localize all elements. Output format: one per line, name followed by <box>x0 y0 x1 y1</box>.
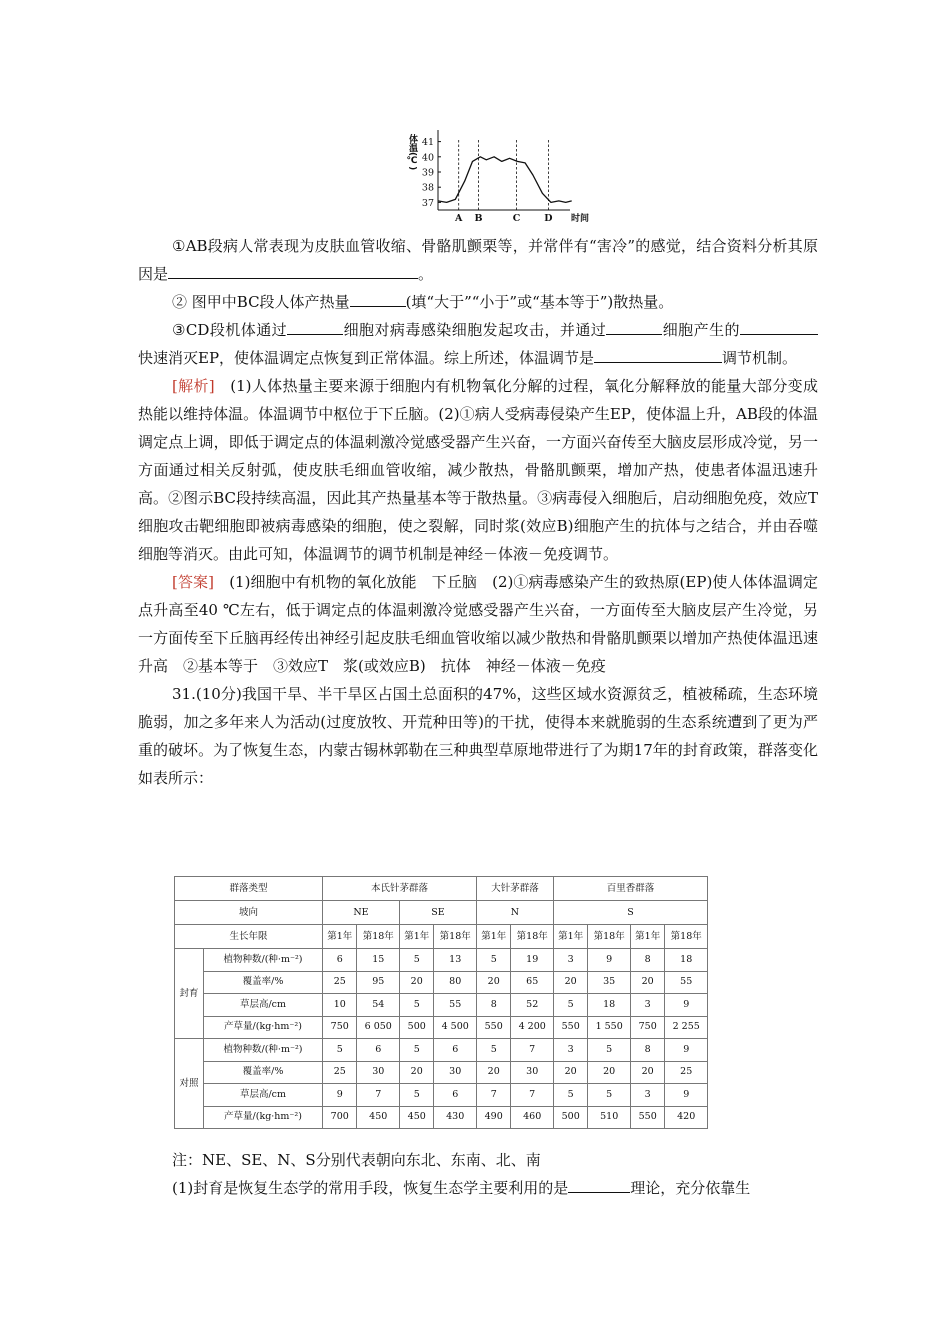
table-cell: 8 <box>630 949 664 972</box>
table-cell: 19 <box>511 949 554 972</box>
table-cell: 9 <box>665 1084 708 1107</box>
table-cell: 5 <box>399 949 433 972</box>
table-cell: 750 <box>630 1016 664 1039</box>
x-tick-label: D <box>544 213 553 224</box>
table-cell: 20 <box>476 971 510 994</box>
y-tick-label: 39 <box>421 167 434 179</box>
row-label: 覆盖率/% <box>204 971 323 994</box>
community-header: 本氏针茅群落 <box>323 877 477 901</box>
table-cell: 25 <box>665 1061 708 1084</box>
table-cell: 750 <box>323 1016 357 1039</box>
analysis-text: (1)人体热量主要来源于细胞内有机物氧化分解的过程，氧化分解释放的能量大部分变成热能以维持体温。体温调节中枢位于下丘脑。(2)①病人受病毒侵染产生EP，使体温上升，AB段的体温调定点上调，即低于调定点的体温刺激冷觉感受器产生兴奋，一方面兴奋传至大脑皮层形成冷觉，另一方面通过相关反射弧，使皮肤毛细血管收缩，减少散热，骨骼肌颤栗，增加产热，使患者体温迅速升高。②图示BC段持续高温，因此其产热量基本等于散热量。③病毒侵入细胞后，启动细胞免疫，效应T细胞攻击靶细胞即被病毒感染的细胞，使之裂解，同时浆(效应B)细胞产生的抗体与之结合，并由吞噬细胞等消灭。由此可知，体温调节的调节机制是神经－体液－免疫调节。 <box>138 377 818 563</box>
header-cell: 群落类型 <box>175 877 323 901</box>
header-row-community <box>175 877 708 901</box>
year-header: 第1年 <box>476 925 510 949</box>
table-cell: 5 <box>588 1039 631 1062</box>
table-cell: 6 <box>323 949 357 972</box>
table-cell: 500 <box>399 1016 433 1039</box>
table-cell: 490 <box>476 1106 510 1129</box>
table-cell: 80 <box>434 971 477 994</box>
temperature-series-line <box>438 157 572 203</box>
y-tick-label: 40 <box>421 152 434 164</box>
question-31 <box>138 680 818 792</box>
table-cell: 700 <box>323 1106 357 1129</box>
answer-blank <box>740 316 818 335</box>
question-31-1-text: (1)封育是恢复生态学的常用手段，恢复生态学主要利用的是 <box>172 1179 569 1197</box>
slope-header: SE <box>399 901 476 925</box>
table-cell: 20 <box>630 971 664 994</box>
community-header: 大针茅群落 <box>476 877 553 901</box>
answer <box>138 568 818 680</box>
answer-text: (1)细胞中有机物的氧化放能 下丘脑 (2)①病毒感染产生的致热原(EP)使人体体温调定点升高至40 ℃左右，低于调定点的体温刺激冷觉感受器产生兴奋，一方面传至大脑皮层产生冷觉，另一方面传至下丘脑再经传出神经引起皮肤毛细血管收缩以减少散热和骨骼肌颤栗以增加产热使体温迅速升高 ②基本等于 ③效应T 浆(或效应B) 抗体 神经－体液－免疫 <box>138 573 818 675</box>
table-cell: 13 <box>434 949 477 972</box>
year-header: 第18年 <box>665 925 708 949</box>
question-31-1-end: 理论，充分依靠生 <box>630 1179 751 1197</box>
community-table <box>174 876 708 1129</box>
answer-blank <box>606 316 662 335</box>
table-cell: 30 <box>511 1061 554 1084</box>
table-cell: 25 <box>323 971 357 994</box>
row-label: 草层高/cm <box>204 994 323 1017</box>
table-cell: 15 <box>357 949 400 972</box>
year-header: 第1年 <box>553 925 587 949</box>
header-row-years <box>175 925 708 949</box>
table-cell: 5 <box>553 994 587 1017</box>
table-cell: 20 <box>588 1061 631 1084</box>
answer-blank <box>168 260 418 279</box>
table-cell: 4 500 <box>434 1016 477 1039</box>
tail-block <box>138 1146 818 1202</box>
table-cell: 5 <box>399 1039 433 1062</box>
table-cell: 6 050 <box>357 1016 400 1039</box>
community-header: 百里香群落 <box>553 877 707 901</box>
question-3 <box>138 316 818 372</box>
table-cell: 420 <box>665 1106 708 1129</box>
x-tick-label: B <box>474 213 483 224</box>
question-3-end: 调节机制。 <box>722 349 798 367</box>
analysis <box>138 372 818 568</box>
row-label: 覆盖率/% <box>204 1061 323 1084</box>
table-cell: 7 <box>476 1084 510 1107</box>
table-cell: 18 <box>588 994 631 1017</box>
table-cell: 5 <box>553 1084 587 1107</box>
header-row-slope <box>175 901 708 925</box>
table-row <box>175 1084 708 1107</box>
table-cell: 65 <box>511 971 554 994</box>
table-cell: 25 <box>323 1061 357 1084</box>
table-cell: 55 <box>434 994 477 1017</box>
table-cell: 2 255 <box>665 1016 708 1039</box>
table-row <box>175 971 708 994</box>
row-label: 草层高/cm <box>204 1084 323 1107</box>
question-1 <box>138 232 818 288</box>
table-cell: 1 550 <box>588 1016 631 1039</box>
table-cell: 95 <box>357 971 400 994</box>
community-table-wrap <box>174 876 708 1129</box>
table-cell: 510 <box>588 1106 631 1129</box>
table-row <box>175 1016 708 1039</box>
y-tick-label: 41 <box>421 137 434 149</box>
table-cell: 8 <box>476 994 510 1017</box>
row-label: 植物种数/(种·m⁻²) <box>204 949 323 972</box>
table-cell: 35 <box>588 971 631 994</box>
table-row <box>175 1106 708 1129</box>
slope-header: S <box>553 901 707 925</box>
table-cell: 430 <box>434 1106 477 1129</box>
question-31-1 <box>138 1174 818 1202</box>
table-cell: 18 <box>665 949 708 972</box>
table-cell: 7 <box>357 1084 400 1107</box>
table-cell: 5 <box>476 949 510 972</box>
table-cell: 6 <box>434 1084 477 1107</box>
table-cell: 54 <box>357 994 400 1017</box>
answer-blank <box>594 344 722 363</box>
answer-blank <box>287 316 343 335</box>
table-cell: 20 <box>399 971 433 994</box>
y-tick-label: 38 <box>421 182 434 194</box>
question-3-text-d: 快速消灭EP，使体温调定点恢复到正常体温。综上所述，体温调节是 <box>138 349 595 367</box>
table-cell: 3 <box>553 1039 587 1062</box>
table-cell: 20 <box>399 1061 433 1084</box>
answer-blank <box>350 288 406 307</box>
group-label: 封育 <box>175 949 204 1039</box>
table-cell: 450 <box>357 1106 400 1129</box>
header-cell: 坡向 <box>175 901 323 925</box>
question-31-text: 31.(10分)我国干旱、半干旱区占国土总面积的47%，这些区域水资源贫乏，植被稀疏，生态环境脆弱，加之多年来人为活动(过度放牧、开荒种田等)的干扰，使得本来就脆弱的生态系统遭到了更为严重的破坏。为了恢复生态，内蒙古锡林郭勒在三种典型草原地带进行了为期17年的封育政策，群落变化如表所示： <box>138 685 818 787</box>
table-row <box>175 1061 708 1084</box>
row-label: 产草量/(kg·hm⁻²) <box>204 1016 323 1039</box>
year-header: 第18年 <box>357 925 400 949</box>
table-cell: 30 <box>357 1061 400 1084</box>
table-cell: 3 <box>630 1084 664 1107</box>
table-cell: 5 <box>588 1084 631 1107</box>
question-1-text: ①AB段病人常表现为皮肤血管收缩、骨骼肌颤栗等，并常伴有“害冷”的感觉，结合资料分析其原因是 <box>138 237 818 283</box>
table-row <box>175 994 708 1017</box>
header-cell: 生长年限 <box>175 925 323 949</box>
table-cell: 9 <box>665 994 708 1017</box>
table-row <box>175 1039 708 1062</box>
question-3-text-b: 细胞对病毒感染细胞发起攻击，并通过 <box>343 321 607 339</box>
table-cell: 52 <box>511 994 554 1017</box>
table-cell: 20 <box>553 1061 587 1084</box>
x-tick-label: A <box>455 213 463 224</box>
question-block <box>138 232 818 792</box>
table-cell: 550 <box>476 1016 510 1039</box>
table-note: 注：NE、SE、N、S分别代表朝向东北、东南、北、南 <box>172 1151 541 1169</box>
table-cell: 9 <box>323 1084 357 1107</box>
year-header: 第18年 <box>588 925 631 949</box>
chart-svg <box>398 120 598 232</box>
question-1-end: 。 <box>418 265 434 283</box>
table-cell: 5 <box>399 994 433 1017</box>
table-cell: 20 <box>476 1061 510 1084</box>
year-header: 第1年 <box>630 925 664 949</box>
question-2-text: ② 图甲中BC段人体产热量 <box>172 293 350 311</box>
table-cell: 500 <box>553 1106 587 1129</box>
x-axis-label: 时间 <box>570 214 590 224</box>
year-header: 第18年 <box>511 925 554 949</box>
table-cell: 10 <box>323 994 357 1017</box>
table-cell: 7 <box>511 1084 554 1107</box>
table-cell: 20 <box>553 971 587 994</box>
table-cell: 4 200 <box>511 1016 554 1039</box>
table-cell: 9 <box>588 949 631 972</box>
year-header: 第1年 <box>323 925 357 949</box>
table-cell: 5 <box>323 1039 357 1062</box>
body-temperature-chart <box>398 120 598 232</box>
y-tick-label: 37 <box>421 197 434 209</box>
row-label: 产草量/(kg·hm⁻²) <box>204 1106 323 1129</box>
table-cell: 5 <box>476 1039 510 1062</box>
table-cell: 55 <box>665 971 708 994</box>
table-cell: 30 <box>434 1061 477 1084</box>
table-cell: 450 <box>399 1106 433 1129</box>
y-axis-label: 体温(℃) <box>407 134 417 171</box>
question-2-end: (填“大于”“小于”或“基本等于”)散热量。 <box>405 293 674 311</box>
table-cell: 6 <box>434 1039 477 1062</box>
row-label: 植物种数/(种·m⁻²) <box>204 1039 323 1062</box>
question-2 <box>138 288 818 316</box>
slope-header: N <box>476 901 553 925</box>
table-cell: 550 <box>630 1106 664 1129</box>
table-cell: 7 <box>511 1039 554 1062</box>
table-cell: 8 <box>630 1039 664 1062</box>
table-cell: 460 <box>511 1106 554 1129</box>
table-cell: 6 <box>357 1039 400 1062</box>
question-3-text: ③CD段机体通过 <box>172 321 288 339</box>
table-cell: 9 <box>665 1039 708 1062</box>
table-cell: 3 <box>553 949 587 972</box>
table-row <box>175 949 708 972</box>
answer-blank <box>568 1174 630 1193</box>
table-cell: 550 <box>553 1016 587 1039</box>
answer-tag: [答案] <box>172 573 214 591</box>
slope-header: NE <box>323 901 400 925</box>
table-cell: 5 <box>399 1084 433 1107</box>
year-header: 第18年 <box>434 925 477 949</box>
question-3-text-c: 细胞产生的 <box>662 321 740 339</box>
group-label: 对照 <box>175 1039 204 1129</box>
x-tick-label: C <box>512 213 521 224</box>
table-cell: 3 <box>630 994 664 1017</box>
year-header: 第1年 <box>399 925 433 949</box>
table-cell: 20 <box>630 1061 664 1084</box>
analysis-tag: [解析] <box>172 377 215 395</box>
